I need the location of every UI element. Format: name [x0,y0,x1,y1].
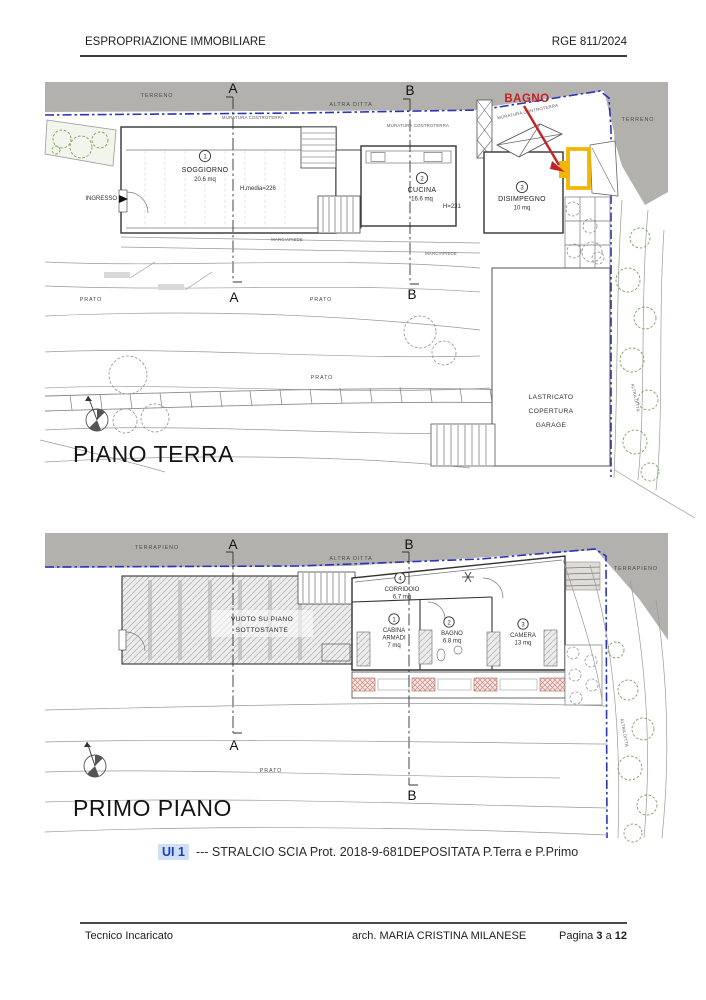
void-label: SOTTOSTANTE [235,627,289,634]
header-divider [80,55,627,57]
retaining-wall-label: MURATURA CONTROTERRA [496,102,559,121]
retaining-wall-label: MURATURA CONTROTERRA [386,123,450,128]
room-number: 4 [398,576,402,583]
footer-author: arch. MARIA CRISTINA MILANESE [352,930,527,942]
building-first-floor [352,556,565,670]
terrain-label: TERRENO [140,93,174,99]
void-label: VUOTO SU PIANO [230,616,294,623]
lawn-label: PRATO [79,297,103,303]
footer-divider [80,922,627,924]
sidewalk-label: MARCIAPIEDE [271,237,303,242]
lawn-label: PRATO [310,375,334,381]
bagno-callout-label: BAGNO [504,93,550,105]
bathroom-highlight [559,141,618,196]
page-word: Pagina [559,930,594,942]
room-area: 6.7 mq [392,594,412,601]
room-area: 6.8 mq [442,638,462,645]
room-name: SOGGIORNO [181,167,229,174]
section-marker-b: B [407,788,417,803]
height-note: H=231 [443,204,461,210]
bushes-ground [109,316,456,433]
section-marker-a: A [228,81,238,96]
caption-text: --- STRALCIO SCIA Prot. 2018-9-681DEPOSITATA P.Terra e P.Primo [195,845,579,859]
plan-piano-terra [40,81,695,518]
page-total: 12 [614,930,627,942]
height-note: H.media=226 [240,186,276,192]
room-name: CAMERA [510,633,536,639]
garage-label: LASTRICATO [528,394,574,401]
room-name: BAGNO [441,631,463,637]
garden-patch [45,120,116,166]
document-title: ESPROPRIAZIONE IMMOBILIARE [85,36,266,48]
section-marker-a: A [229,290,239,305]
room-number: 2 [420,176,424,183]
terrain-label: TERRAPIENO [613,566,659,572]
building-living-block [119,127,361,233]
void-area [119,572,355,664]
page-of: a [605,930,612,942]
adjacent-owner-label: ALTRA DITTA [329,556,373,562]
room-name: CABINA [382,628,406,634]
room-name: CUCINA [407,187,437,194]
plan-title-ground: PIANO TERRA [73,441,234,467]
room-area: 7 mq [387,643,401,649]
section-marker-b: B [404,537,414,552]
lawn-label: PRATO [259,768,283,774]
room-number: 3 [520,185,524,192]
stepped-walkway [45,387,520,411]
room-number: 1 [392,617,396,624]
room-area: 16.6 mq [411,196,433,203]
adjacent-owner-label-side: ALTRA DITTA [619,718,630,748]
terrain-label: TERRENO [621,117,655,123]
section-marker-b: B [407,287,417,302]
section-marker-b: B [405,83,415,98]
adjacent-owner-label: ALTRA DITTA [329,102,373,108]
room-area: 13 mq [514,640,532,647]
lawn-label: PRATO [309,297,333,303]
retaining-wall-label: MURATURA CONTROTERRA [221,115,285,120]
sidewalk [121,237,480,256]
vegetation-strip-ground [614,200,695,518]
room-number: 1 [203,154,207,161]
page-current: 3 [596,930,603,942]
figure-caption [158,845,578,859]
room-number: 2 [447,620,451,627]
footer-role: Tecnico Incaricato [85,930,174,942]
garage-label: COPERTURA [528,408,574,415]
room-name: DISIMPEGNO [498,196,546,203]
building-kitchen-block [361,100,492,226]
room-area: 10 mq [513,205,531,212]
adjacent-owner-label-side: ALTRA DITTA [630,383,641,413]
room-number: 3 [521,622,525,629]
terrain-label: TERRAPIENO [134,545,180,551]
vegetation-strip-first [608,642,657,842]
room-name: CORRIDOIO [384,587,420,593]
footer-page-indicator [559,930,627,942]
north-arrow-icon [84,742,106,777]
entrance-callout [85,195,128,203]
section-marker-a: A [229,738,239,753]
garage-slab [431,242,610,466]
room-name-2: ARMADI [382,635,406,642]
plan-title-first: PRIMO PIANO [73,795,232,821]
north-arrow-icon [85,396,108,431]
room-area: 20.6 mq [194,177,216,183]
sidewalk-label: MARCIAPIEDE [425,251,457,256]
case-reference: RGE 811/2024 [551,36,627,48]
planter-terrace [565,197,610,268]
plan-primo-piano [45,533,668,842]
unit-tag-badge: UI 1 [158,844,189,860]
garage-label: GARAGE [535,422,567,429]
section-marker-a: A [228,537,238,552]
entrance-label: INGRESSO [85,196,117,202]
balcony-strip [352,672,565,698]
